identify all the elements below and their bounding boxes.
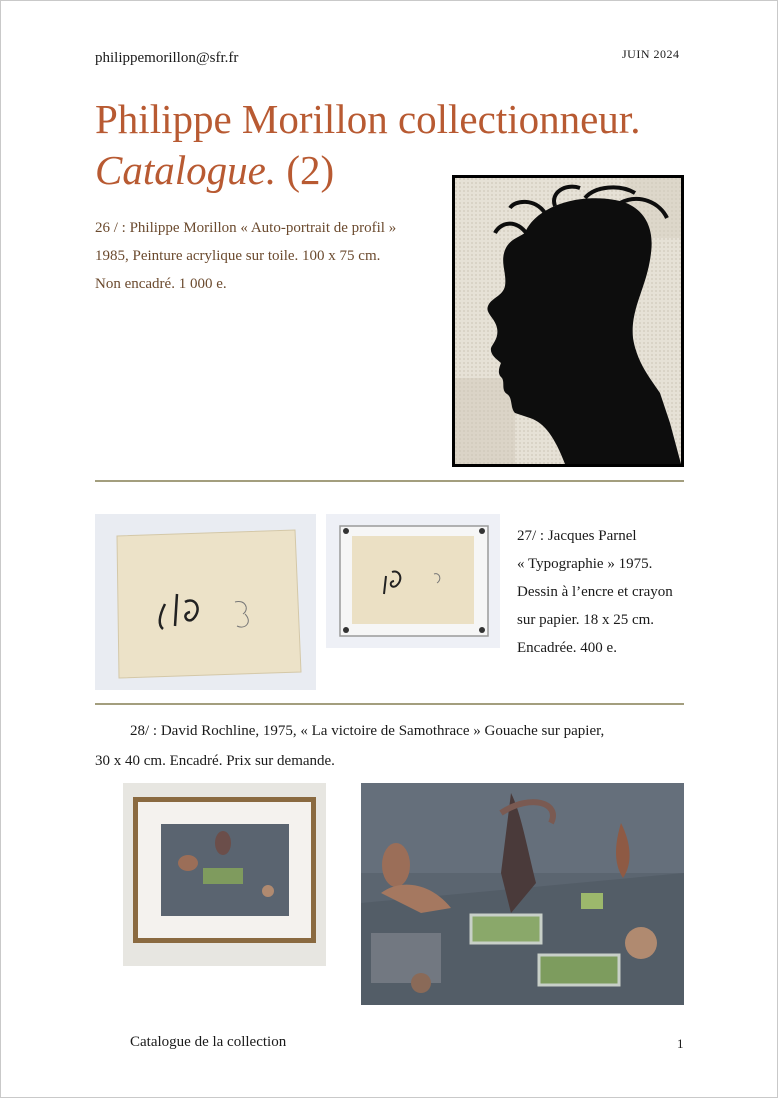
item-26-line: 26 / : Philippe Morillon « Auto-portrait de profil »	[95, 220, 397, 236]
item-28-description	[95, 716, 695, 776]
item-27-drawing-photo	[95, 514, 316, 690]
item-26-line: Non encadré. 1 000 e.	[95, 276, 227, 292]
item-27-line: Encadrée. 400 e.	[517, 640, 617, 656]
item-27-line: 27/ : Jacques Parnel	[517, 528, 637, 544]
header-date: JUIN 2024	[622, 47, 680, 61]
item-27-line: « Typographie » 1975.	[517, 556, 653, 572]
item-26-silhouette-painting	[452, 175, 684, 467]
subtitle-italic: Catalogue.	[95, 147, 277, 193]
section-divider	[95, 703, 684, 705]
item-27-description	[517, 522, 697, 662]
item-28-line: 28/ : David Rochline, 1975, « La victoire de Samothrace » Gouache sur papier,	[130, 723, 605, 739]
item-28-line: 30 x 40 cm. Encadré. Prix sur demande.	[95, 753, 335, 769]
page-title: Philippe Morillon collectionneur.	[95, 96, 641, 142]
item-28-gouache-detail-photo	[361, 783, 684, 1005]
footer-label: Catalogue de la collection	[130, 1034, 287, 1050]
item-28-framed-gouache-photo	[123, 783, 326, 966]
item-26-description	[95, 214, 445, 298]
item-27-line: sur papier. 18 x 25 cm.	[517, 612, 655, 628]
item-26-line: 1985, Peinture acrylique sur toile. 100 x 75 cm.	[95, 248, 381, 264]
item-27-line: Dessin à l’encre et crayon	[517, 584, 673, 600]
header-email: philippemorillon@sfr.fr	[95, 50, 239, 66]
subtitle-number: (2)	[276, 147, 335, 193]
item-27-framed-drawing-photo	[326, 514, 500, 648]
page-number: 1	[677, 1036, 684, 1051]
section-divider	[95, 480, 684, 482]
page-subtitle	[95, 146, 334, 194]
